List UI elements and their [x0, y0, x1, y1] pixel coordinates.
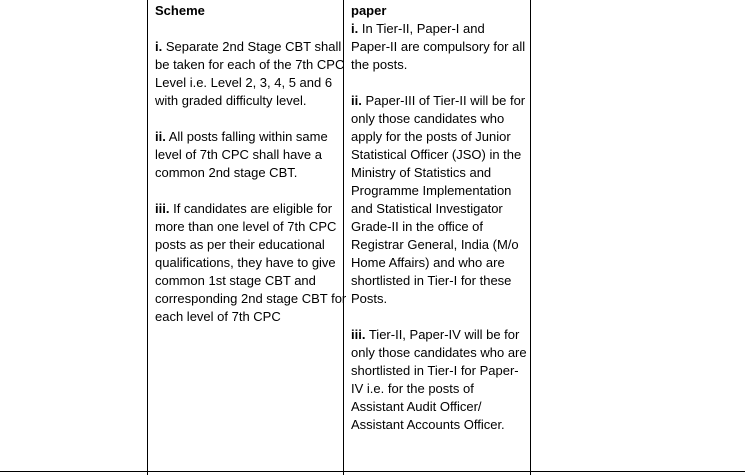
paper-cell: [351, 2, 527, 434]
scheme-item: ii. All posts falling within same level of 7th CPC shall have a common 2nd stage CBT.: [155, 129, 328, 180]
column-divider-1: [147, 0, 148, 475]
column-divider-3: [530, 0, 531, 475]
scheme-heading: Scheme: [155, 3, 205, 18]
scheme-cell: [155, 2, 347, 326]
paper-item: ii. Paper-III of Tier-II will be for only those candidates who apply for the posts of Junior Statistical Officer (JSO) in the Ministry of Statistics and Programme Implementation and Statistical Investigator Grade-II in the office of Registrar General, India (M/o Home Affairs) and who are shortlisted in Tier-I for these Posts.: [351, 93, 526, 306]
paper-item: iii. Tier-II, Paper-IV will be for only those candidates who are shortlisted in Tier-I for Paper-IV i.e. for the posts of Assistant Audit Officer/ Assistant Accounts Officer.: [351, 327, 527, 432]
paper-heading: paper: [351, 3, 387, 18]
row-bottom-border: [0, 471, 745, 472]
scheme-item: i. Separate 2nd Stage CBT shall be taken for each of the 7th CPC Level i.e. Level 2, 3, 4, 5 and 6 with graded difficulty level.: [155, 39, 345, 108]
scheme-item: iii. If candidates are eligible for more than one level of 7th CPC posts as per their educational qualifications, they have to give common 1st stage CBT and corresponding 2nd stage CBT for each level of 7th CPC: [155, 201, 347, 324]
paper-item: i. In Tier-II, Paper-I and Paper-II are compulsory for all the posts.: [351, 21, 526, 72]
